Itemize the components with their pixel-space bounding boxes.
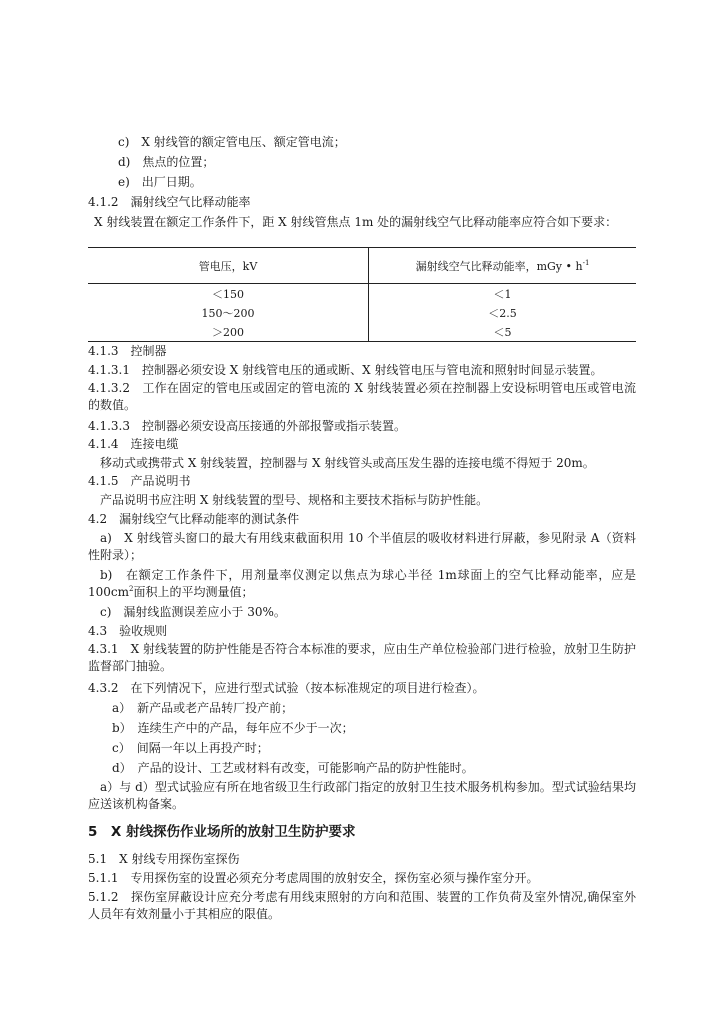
section-heading-4-1-4: 4.1.4 连接电缆 xyxy=(88,437,179,451)
clause-5-1-1: 5.1.1 专用探伤室的设置必须充分考虑周围的放射安全，探伤室必须与操作室分开。 xyxy=(88,871,539,885)
column-header-voltage: 管电压，kV xyxy=(88,248,369,284)
paragraph-4-1-5: 产品说明书应注明 X 射线装置的型号、规格和主要技术指标与防护性能。 xyxy=(100,493,489,507)
section-heading-5-1: 5.1 X 射线专用探伤室探伤 xyxy=(88,852,240,866)
clause-4-1-3-3: 4.1.3.3 控制器必须安设高压接通的外部报警或指示装置。 xyxy=(88,419,406,433)
section-heading-4-1-3: 4.1.3 控制器 xyxy=(88,344,167,358)
test-note: a）与 d）型式试验应有所在地省级卫生行政部门指定的放射卫生技术服务机构参加。型式试验结果均应送该机构备案。 xyxy=(88,780,636,811)
clause-4-2-a: a) X 射线管头窗口的最大有用线束截面积用 10 个半值层的吸收材料进行屏蔽，参见附录 A（资料性附录）； xyxy=(88,531,636,562)
table-row xyxy=(88,303,636,322)
clause-4-1-3-1: 4.1.3.1 控制器必须安设 X 射线管电压的通或断、X 射线管电压与管电流和照射时间显示装置。 xyxy=(88,363,603,377)
column-header-rate xyxy=(369,248,637,284)
paragraph-4-1-4: 移动式或携带式 X 射线装置，控制器与 X 射线管头或高压发生器的连接电缆不得短于 20m。 xyxy=(100,456,595,470)
table-cell-rate: ＜2.5 xyxy=(369,303,637,322)
paragraph-4-1-2: X 射线装置在额定工作条件下，距 X 射线管焦点 1m 处的漏射线空气比释动能率应符合如下要求： xyxy=(94,215,618,229)
clause-4-3-1: 4.3.1 X 射线装置的防护性能是否符合本标准的要求，应由生产单位检验部门进行检验，放射卫生防护监督部门抽验。 xyxy=(88,642,636,673)
list-item-c: c） 间隔一年以上再投产时； xyxy=(112,741,269,755)
column-header-rate-label: 漏射线空气比释动能率，mGy • h xyxy=(415,259,583,273)
table-cell-rate: ＜1 xyxy=(369,284,637,304)
list-item-b: b） 连续生产中的产品，每年应不少于一次； xyxy=(112,721,354,735)
table-header-row xyxy=(88,248,636,284)
list-item-c: c) X 射线管的额定管电压、额定管电流； xyxy=(118,135,346,149)
section-heading-4-1-2: 4.1.2 漏射线空气比释动能率 xyxy=(88,195,251,209)
section-heading-4-2: 4.2 漏射线空气比释动能率的测试条件 xyxy=(88,512,300,526)
clause-5-1-2: 5.1.2 探伤室屏蔽设计应充分考虑有用线束照射的方向和范围、装置的工作负荷及室外情况,确保室外人员年有效剂量小于其相应的限值。 xyxy=(88,890,636,921)
column-header-rate-unit-exponent: -1 xyxy=(582,258,590,267)
section-heading-4-1-5: 4.1.5 产品说明书 xyxy=(88,474,191,488)
clause-4-2-b-text-end: 面积上的平均测量值； xyxy=(133,585,254,599)
clause-4-2-c: c) 漏射线监测误差应小于 30%。 xyxy=(100,605,286,619)
table-row xyxy=(88,284,636,304)
table-cell-voltage: 150～200 xyxy=(201,306,255,320)
clause-4-3-2: 4.3.2 在下列情况下，应进行型式试验（按本标准规定的项目进行检查）。 xyxy=(88,681,485,695)
chapter-heading-5: 5 X 射线探伤作业场所的放射卫生防护要求 xyxy=(88,824,356,840)
table-cell-voltage: ＜150 xyxy=(212,287,244,301)
list-item-e: e) 出厂日期。 xyxy=(118,175,202,189)
table-row xyxy=(88,322,636,342)
clause-4-1-3-2: 4.1.3.2 工作在固定的管电压或固定的管电流的 X 射线装置必须在控制器上安设标明管电压或管电流的数值。 xyxy=(88,381,636,412)
leakage-limit-table xyxy=(88,247,636,342)
clause-4-2-b xyxy=(88,567,636,603)
list-item-d: d) 焦点的位置； xyxy=(118,155,215,169)
table-cell-voltage: ＞200 xyxy=(212,325,244,339)
list-item-d: d） 产品的设计、工艺或材料有改变，可能影响产品的防护性能时。 xyxy=(112,761,474,775)
clause-4-2-b-text: b) 在额定工作条件下，用剂量率仪测定以焦点为球心半径 1m球面上的空气比释动能率，应是 100cm xyxy=(88,568,636,599)
clause-4-2-b-superscript: 2 xyxy=(129,585,134,593)
section-heading-4-3: 4.3 验收规则 xyxy=(88,624,168,638)
table-cell-rate: ＜5 xyxy=(369,322,637,342)
list-item-a: a） 新产品或老产品转厂投产前； xyxy=(112,701,294,715)
